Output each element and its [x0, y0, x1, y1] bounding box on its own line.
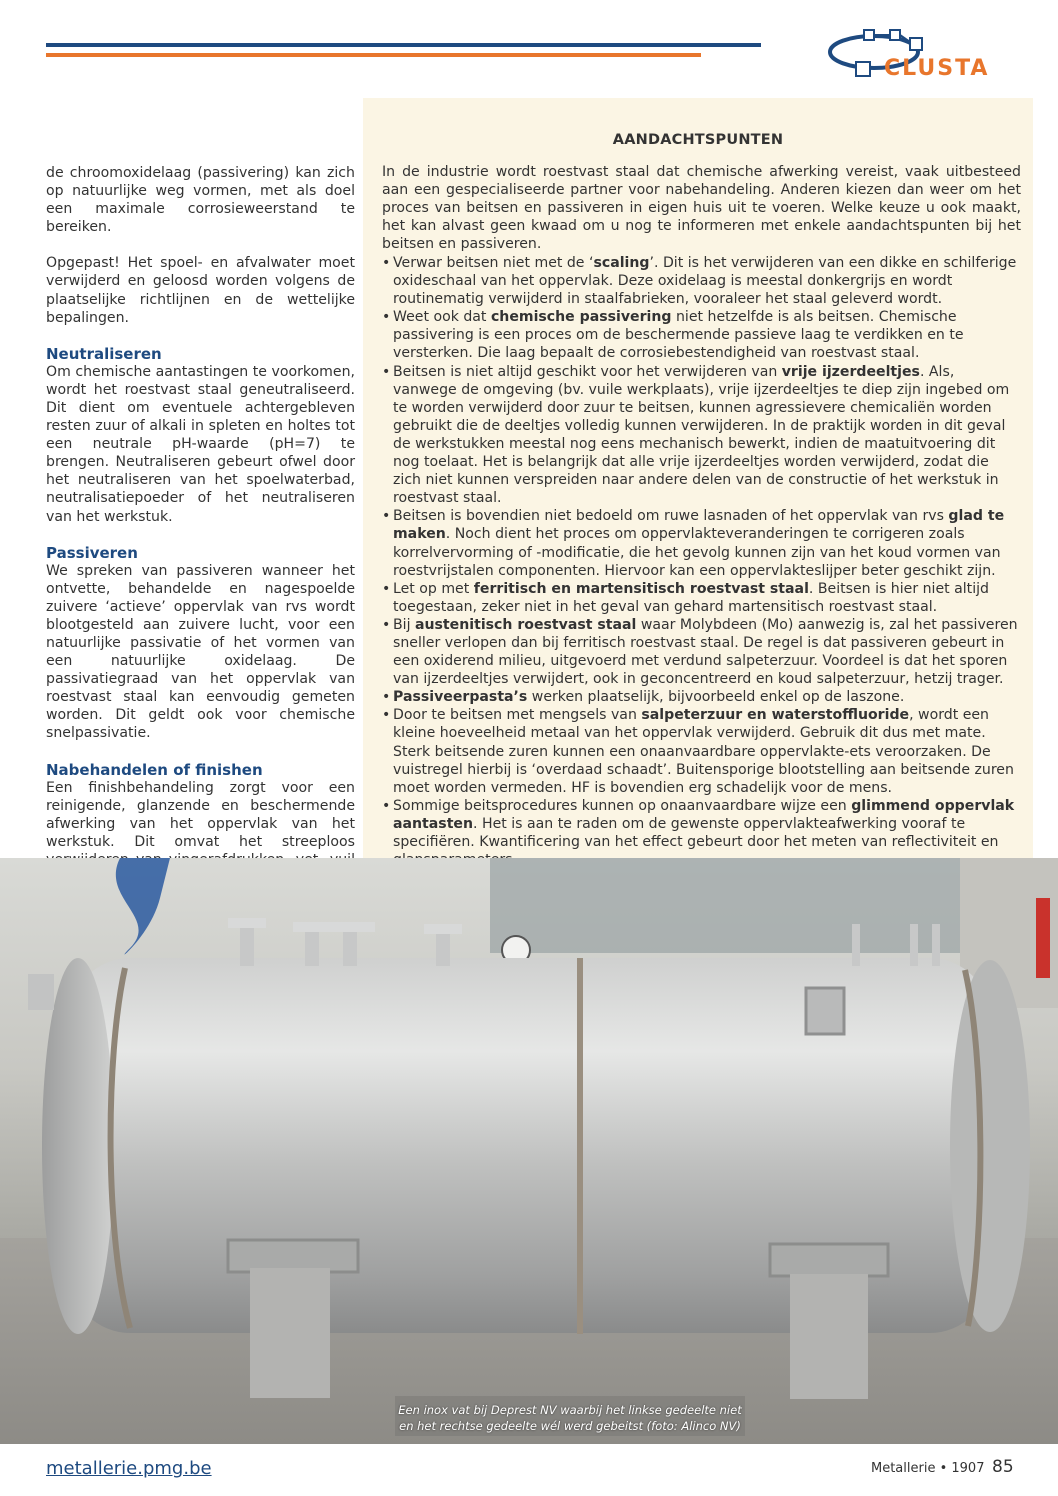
bullet-item: • Beitsen is bovendien niet bedoeld om ruwe lasnaden of het oppervlak van rvs glad te maken. Noch dient het proces om oppervlakteveranderingen te corrigeren zoals korrelvervorming of -modificatie, die het gevolg kunnen zijn van het koud vormen van roestvrijstalen componenten. Hiervoor kan een oppervlakteslijper beter geschikt zijn. — [382, 507, 1021, 579]
section-heading-passiveren: Passiveren — [46, 543, 138, 562]
photo-caption-line-1: Een inox vat bij Deprest NV waarbij het linkse gedeelte niet — [398, 1403, 742, 1417]
aandachtspunten-box — [363, 98, 1033, 858]
section-body-neutraliseren: Om chemische aantastingen te voorkomen, wordt het roestvast staal geneutraliseerd. Dit dient om eventuele achtergebleven resten zuur of alkali in spleten en holtes tot een neutrale pH-waarde (pH=7) te brengen. Neutraliseren gebeurt ofwel door het neutraliseren van het spoelwaterbad, neutralisatiepoeder of het neutraliseren van het werkstuk. — [46, 363, 355, 525]
bullet-item: • Passiveerpasta’s werken plaatselijk, bijvoorbeeld enkel op de laszone. — [382, 688, 1021, 706]
bullet-item: • Bij austenitisch roestvast staal waar Molybdeen (Mo) aanwezig is, zal het passiveren sneller verlopen dan bij ferritisch roestvast staal. De regel is dat passiveren gebeurt in een oxiderend milieu, uitgevoerd met verdund salpeterzuur. Voordeel is dat het sporen van ijzerdeeltjes verwijdert, ook in geconcentreerd en koud salpeterzuur, hetzij trager. — [382, 616, 1021, 688]
bullet-item: • Verwar beitsen niet met de ‘scaling’. Dit is het verwijderen van een dikke en schilferige oxideschaal van het oppervlak. Deze oxidelaag is meestal donkergrijs en wordt routinematig verwijderd in staalfabrieken, vooraleer het staal geleverd wordt. — [382, 254, 1021, 308]
header-rule-blue — [46, 43, 761, 47]
logo-wordmark: CLUSTA — [884, 56, 990, 81]
photo-caption — [360, 1402, 780, 1434]
tank-photo — [0, 858, 1058, 1444]
bullet-item: • Beitsen is niet altijd geschikt voor het verwijderen van vrije ijzerdeeltjes. Als, vanwege de omgeving (bv. vuile werkplaats), vrije ijzerdeeltjes te diep zijn ingebed om te worden verwijderd door zuur te beitsen, kunnen agressievere chemicaliën worden gebruikt die de deeltjes volledig kunnen verwijderen. In de praktijk worden in dit geval de werkstukken meestal nog eens mechanisch bewerkt, indien de maatuitvoering dit nog toelaat. Het is belangrijk dat alle vrije ijzerdeeltjes worden verwijderd, zodat die zich niet kunnen verspreiden naar andere delen van de constructie of het werkstuk in roestvast staal. — [382, 363, 1021, 508]
bullet-item: • Let op met ferritisch en martensitisch roestvast staal. Beitsen is hier niet altijd toegestaan, zeker niet in het geval van gehard martensitisch roestvast staal. — [382, 580, 1021, 616]
footer-magazine-issue: Metallerie • 1907 — [871, 1461, 985, 1476]
warning-paragraph: Opgepast! Het spoel- en afvalwater moet verwijderd en geloosd worden volgens de plaatselijke richtlijnen en de wettelijke bepalingen. — [46, 255, 355, 326]
box-bullet-list — [382, 254, 1021, 869]
bullet-item: • Weet ook dat chemische passivering niet hetzelfde is als beitsen. Chemische passivering is een proces om de beschermende passieve laag te verdikken en te versterken. Die laag bepaalt de corrosiebestendigheid van roestvast staal. — [382, 308, 1021, 362]
footer-website-link[interactable]: metallerie.pmg.be — [46, 1458, 212, 1479]
header-rule-orange — [46, 53, 701, 57]
section-body-nabehandelen-text: Een finishbehandeling zorgt voor een reinigende, glanzende en beschermende afwerking van het oppervlak van het werkstuk. Dit omvat het streeploos — [46, 779, 355, 850]
photo-caption-line-2: en het rechtse gedeelte wél werd gebeitst (foto: Alinco NV) — [399, 1419, 741, 1433]
tank-illustration — [0, 858, 1058, 1444]
box-intro: In de industrie wordt roestvast staal dat chemische afwerking vereist, vaak uitbesteed aan een gespecialiseerde partner voor nabehandeling. Anderen kiezen dan weer om het proces van beitsen en passiveren in eigen huis uit te voeren. Welke keuze u ook maakt, het kan alvast geen kwaad om u nog te informeren met enkele aandachtspunten bij het beitsen en passiveren. — [382, 164, 1021, 253]
intro-paragraph: de chroomoxidelaag (passivering) kan zich op natuurlijke weg vormen, met als doel een maximale corrosieweerstand te bereiken. — [46, 165, 355, 236]
page-number: 85 — [992, 1457, 1014, 1477]
bullet-item: • Sommige beitsprocedures kunnen op onaanvaardbare wijze een glimmend oppervlak aantasten. Het is aan te raden om de gewenste oppervlakteafwerking vooraf te specifiëren. Kwantificering van het effect gebeurt door het meten van reflectiviteit en — [382, 797, 1021, 869]
section-heading-neutraliseren: Neutraliseren — [46, 344, 162, 363]
section-body-passiveren: We spreken van passiveren wanneer het ontvette, behandelde en nagespoelde zuivere ‘actieve’ oppervlak van rvs wordt blootgesteld aan zuivere lucht, voor een natuurlijke passivatie of het vormen van een natuurlijke oxidelaag. De passivatiegraad van het oppervlak van roestvast staal kan eenvoudig gemeten worden. Dit geldt ook voor chemische snelpassivatie. — [46, 562, 355, 742]
box-title: AANDACHTSPUNTEN — [612, 132, 784, 148]
left-column — [46, 164, 355, 887]
section-heading-nabehandelen: Nabehandelen of finishen — [46, 760, 263, 779]
clusta-logo — [826, 26, 1006, 86]
bullet-item: • Door te beitsen met mengsels van salpeterzuur en waterstoffluoride, wordt een kleine hoeveelheid metaal van het oppervlak verwijderd. Gebruik dit dus met mate. Sterk beitsende zuren kunnen een onaanvaardbare oppervlakte-ets veroorzaken. De vuistregel hierbij is ‘overdaad schaadt’. Buitensporige blootstelling aan beitsende zuren moet worden vermeden. HF is bovendien erg schadelijk voor de mens. — [382, 706, 1021, 796]
